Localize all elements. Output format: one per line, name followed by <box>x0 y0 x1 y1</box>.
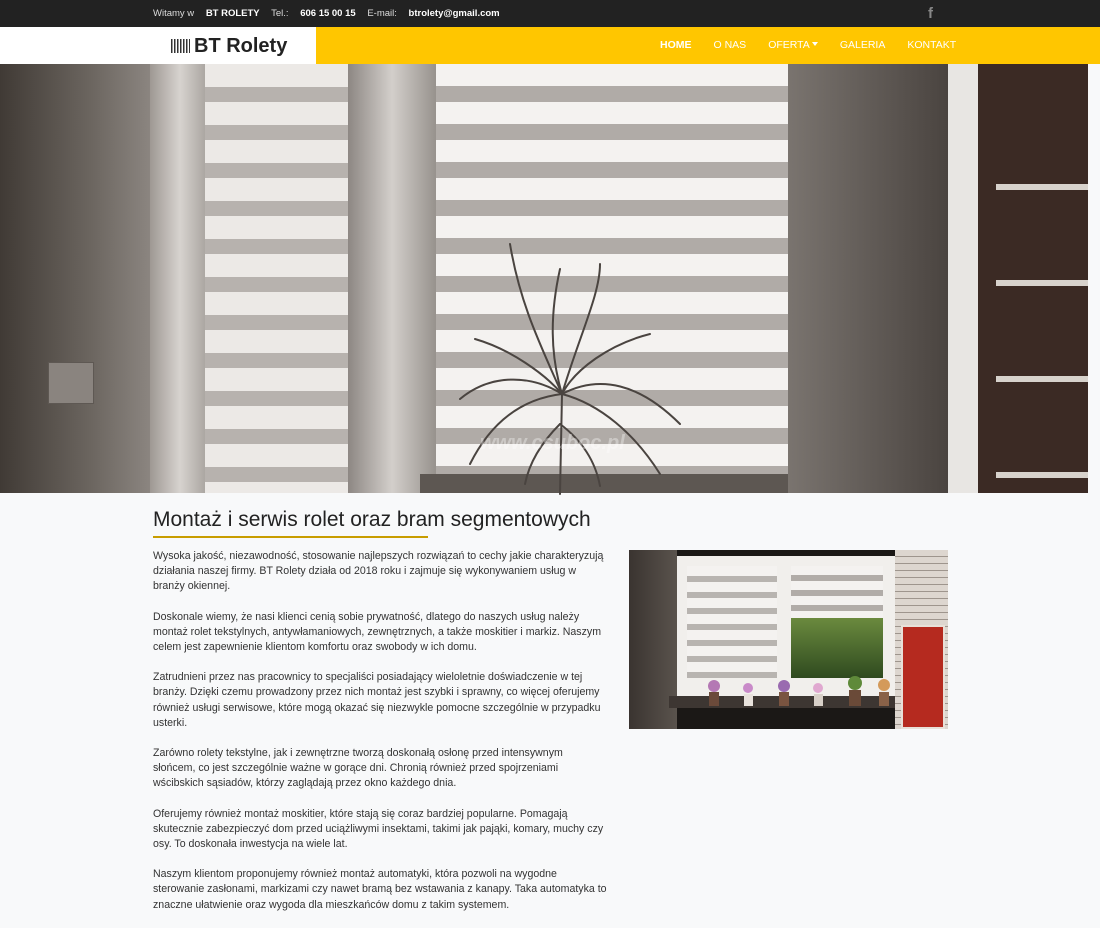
nav-oferta-label: OFERTA <box>768 39 810 51</box>
nav-home[interactable]: HOME <box>660 39 692 51</box>
nav-o-nas[interactable]: O NAS <box>713 39 747 51</box>
title-underline <box>153 536 428 538</box>
welcome-text <box>153 8 260 19</box>
nav-kontakt[interactable]: KONTAKT <box>907 39 957 51</box>
paragraph-4: Zarówno rolety tekstylne, jak i zewnętrzne tworzą doskonałą osłonę przed intensywnym słońcem, co jest szczególnie ważne w gorące dni. Chronią również przed spojrzeniami wścibskich sąsiadów, którzy zaglądają przez okno każdego dnia. <box>153 747 563 790</box>
main-navbar <box>0 27 1100 64</box>
hero-wall-switch <box>48 362 94 404</box>
welcome-prefix: Witamy w <box>153 8 195 19</box>
paragraph-5: Oferujemy również montaż moskitier, które stają się coraz bardziej popularne. Pomagają skutecznie zabezpieczyć dom przed uciążliwymi insektami, takimi jak pająki, komary, muchy czy osy. To doskonała inwestycja na wiele lat. <box>153 807 604 851</box>
page-title: Montaż i serwis rolet oraz bram segmentowych <box>153 508 591 531</box>
phone-label: Tel.: <box>271 8 289 19</box>
barcode-logo-icon <box>171 39 190 53</box>
side-photo-poster <box>901 625 945 729</box>
side-photo-flowers <box>684 670 904 710</box>
email-label: E-mail: <box>367 8 397 19</box>
brand-logo[interactable] <box>171 33 287 59</box>
caret-down-icon <box>812 42 818 46</box>
phone-info <box>271 8 356 19</box>
brand-name: BT Rolety <box>194 34 288 57</box>
hero-image <box>0 64 1088 493</box>
hero-watermark: www.csuboc.pl <box>480 432 625 454</box>
contact-info <box>153 8 509 19</box>
paragraph-6: Naszym klientom proponujemy również montaż automatyki, która pozwoli na wygodne sterowanie zasłonami, markizami czy nawet bramą bez wstawania z kanapy. Taka automatyka to znaczne ułatwienie oraz wygoda dla mieszkańców domu z takim systemem. <box>153 868 607 911</box>
nav-oferta[interactable] <box>768 39 818 51</box>
hero-wall-left <box>0 64 150 493</box>
side-photo-blind-left <box>687 566 777 678</box>
facebook-icon[interactable]: f <box>928 5 933 22</box>
side-photo-blind-right <box>791 566 883 618</box>
paragraph-2: Doskonale wiemy, że nasi klienci cenią sobie prywatność, dlatego do naszych usług należy montaż rolet tekstylnych, antywłamaniowych, zewnętrznych, a także moskitier i markiz. Naszym celem jest zapewnienie klientom komfortu oraz swobody w ich domu. <box>153 610 602 654</box>
brand-area <box>0 27 316 64</box>
hero-window-frame-left <box>150 64 210 493</box>
side-photo-garden-view <box>791 618 883 678</box>
main-nav <box>660 39 978 51</box>
main-content <box>153 549 608 928</box>
hero-shelf-boards <box>996 94 1088 493</box>
paragraph-3: Zatrudnieni przez nas pracownicy to specjaliści posiadający wieloletnie doświadczenie w tej branży. Dzięki czemu prowadzony przez nich montaż jest szybki i sprawny, co więcej oferujemy również usługi serwisowe, które mogą okazać się niezwykle pomocne szczególnie w przypadku usterki. <box>153 671 601 729</box>
welcome-brand: BT ROLETY <box>205 8 260 19</box>
hero-window-frame-middle <box>348 64 436 493</box>
phone-number[interactable]: 606 15 00 15 <box>300 8 356 19</box>
paragraph-1: Wysoka jakość, niezawodność, stosowanie najlepszych rozwiązań to cechy jakie charakteryzują działania naszej firmy. BT Rolety działa od 2018 roku i zajmuje się wykonywaniem usług w branży okiennej. <box>153 550 604 593</box>
email-info <box>367 8 499 19</box>
hero-wall-right <box>788 64 948 493</box>
side-photo <box>629 550 948 729</box>
nav-galeria[interactable]: GALERIA <box>839 39 886 51</box>
hero-zebra-blind-left <box>205 64 348 493</box>
email-address[interactable]: btrolety@gmail.com <box>408 8 500 19</box>
top-info-bar <box>0 0 1100 27</box>
